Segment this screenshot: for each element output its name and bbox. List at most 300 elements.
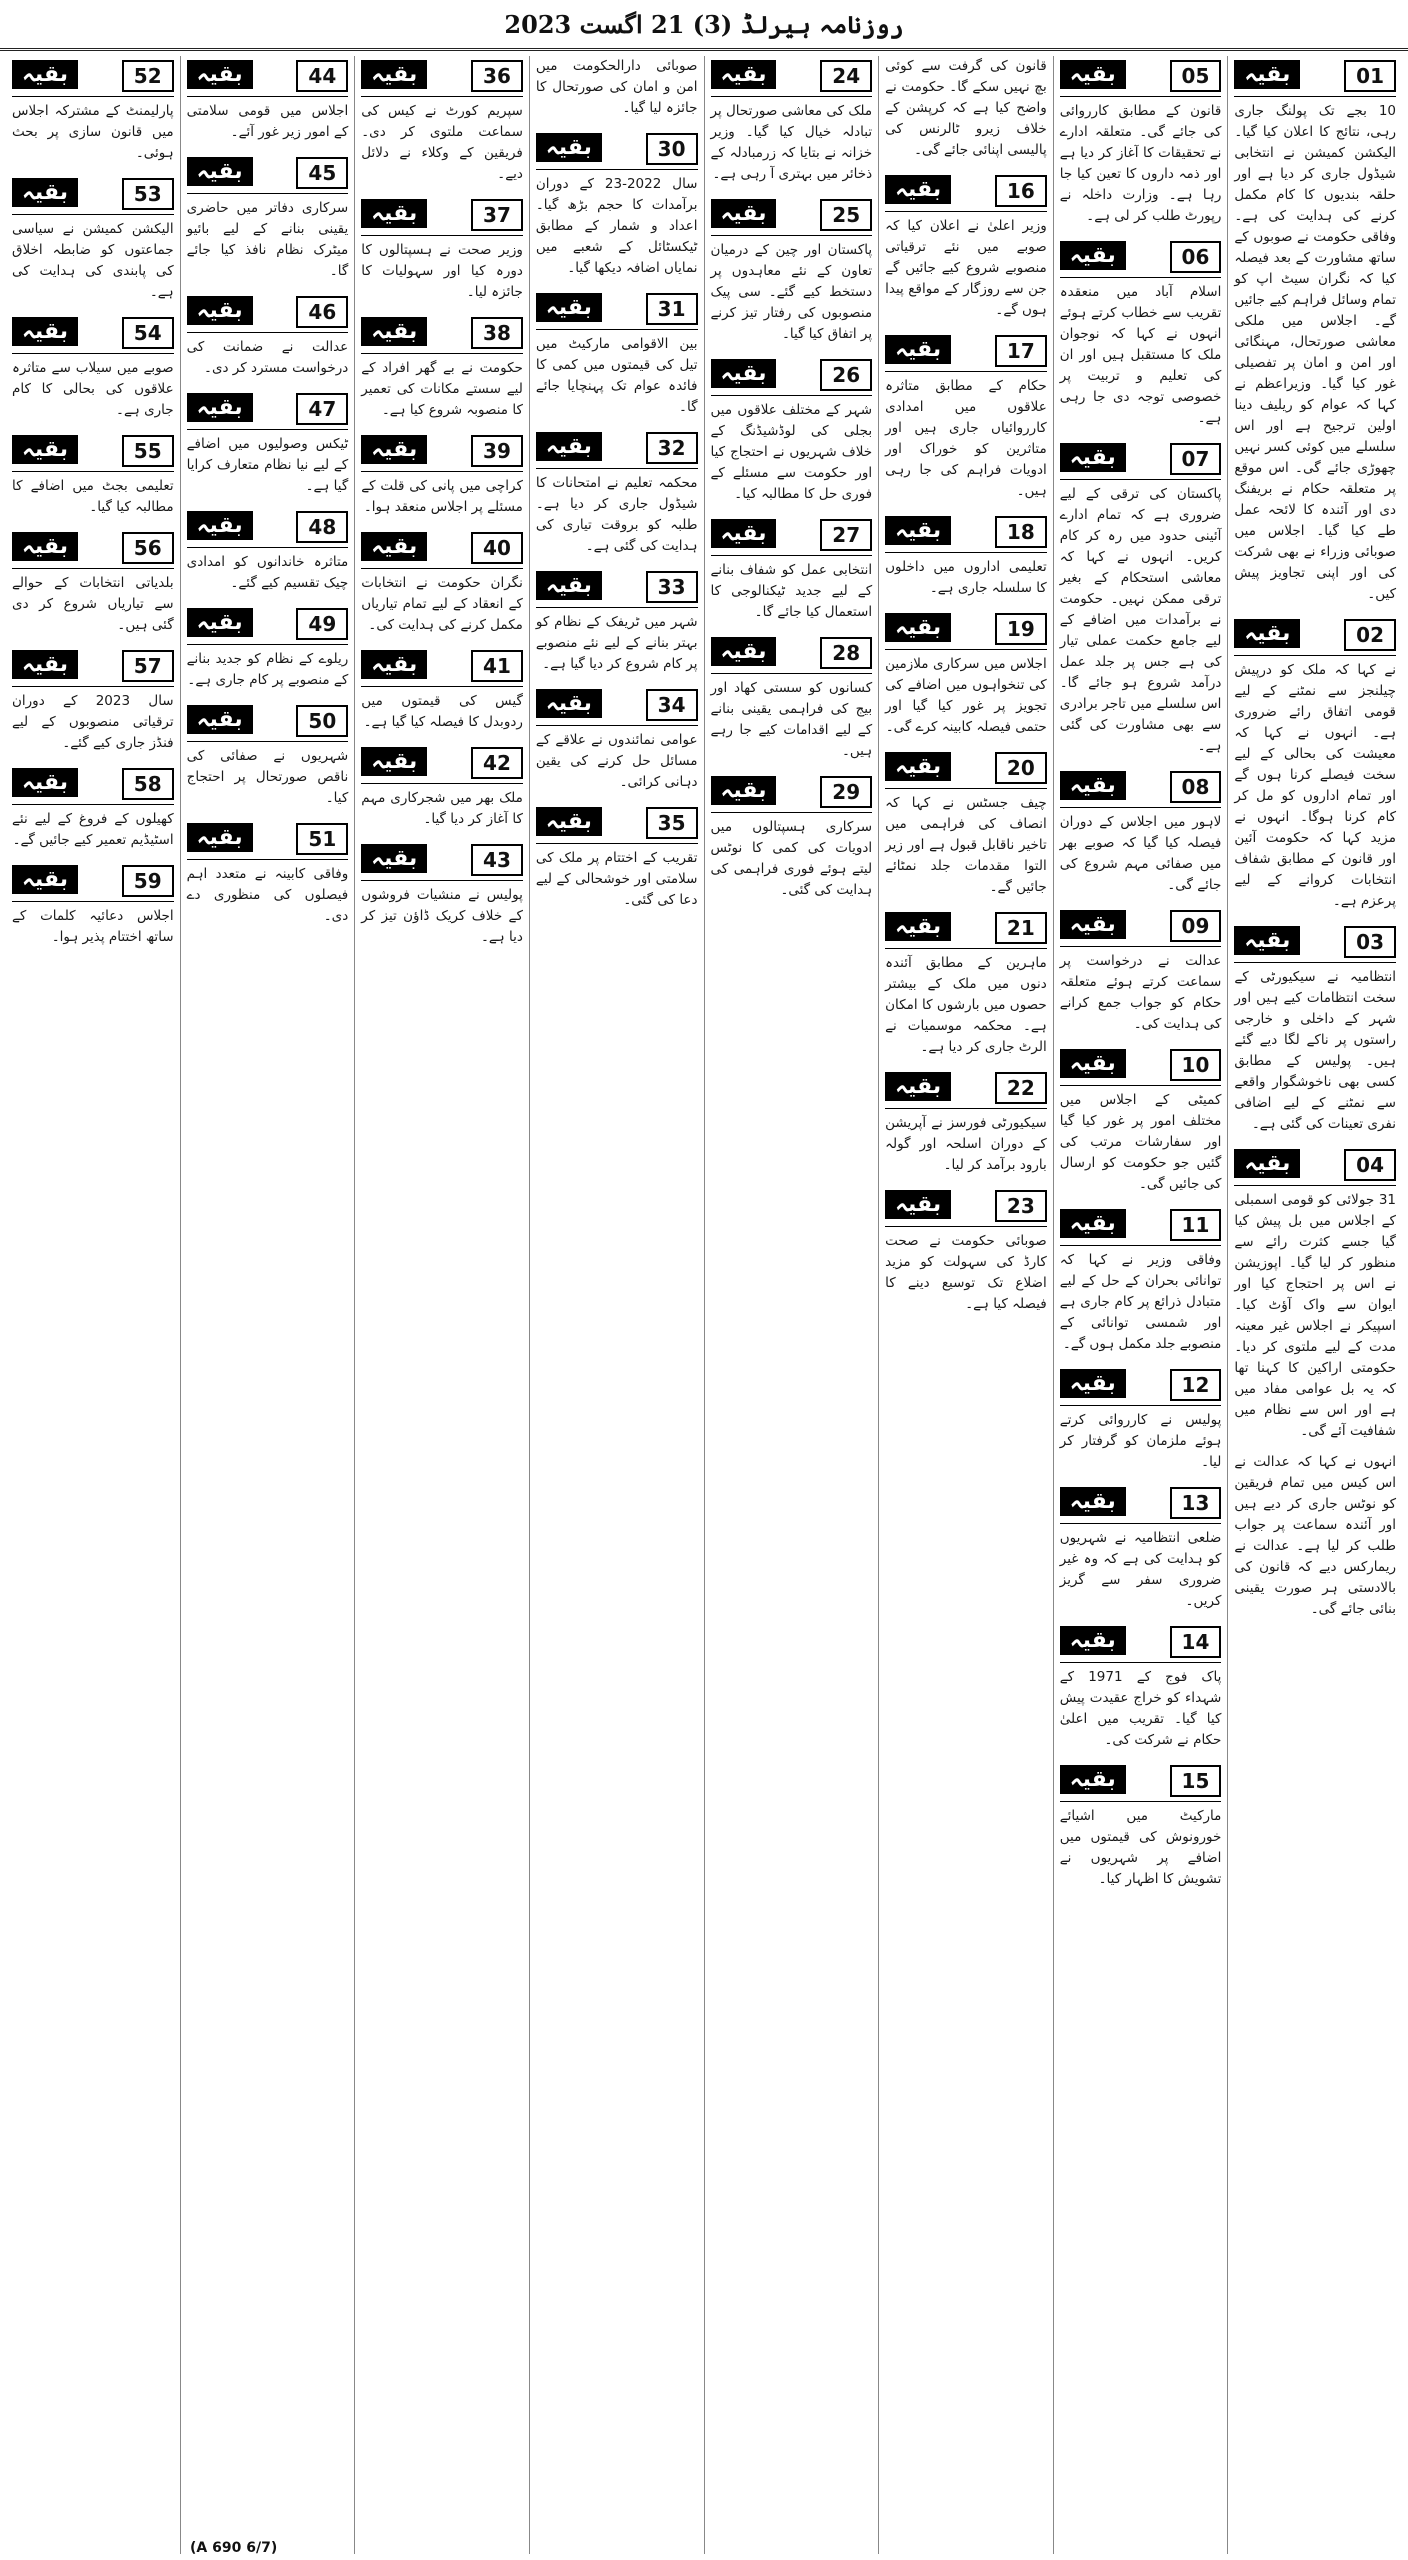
article-block xyxy=(1060,439,1222,757)
article-text: ملک کی معاشی صورتحال پر تبادلہ خیال کیا گیا۔ وزیر خزانہ نے بتایا کہ زرمبادلہ کے ذخائر میں بہتری آ رہی ہے۔ xyxy=(710,103,873,182)
continued-tag: بقیہ xyxy=(885,1072,951,1101)
article-text: عدالت نے ضمانت کی درخواست مسترد کر دی۔ xyxy=(186,339,349,376)
article-header xyxy=(885,512,1047,553)
article-text: صوبائی دارالحکومت میں امن و امان کی صورتحال کا جائزہ لیا گیا۔ xyxy=(535,58,698,116)
article-number: 35 xyxy=(646,807,698,839)
continued-tag: بقیہ xyxy=(361,747,427,776)
article-text: کمیٹی کے اجلاس میں مختلف امور پر غور کیا گیا اور سفارشات مرتب کی گئیں جو حکومت کو ارسال کی جائیں گی۔ xyxy=(1059,1092,1222,1192)
continued-tag: بقیہ xyxy=(1060,1369,1126,1398)
continued-tag: بقیہ xyxy=(536,432,602,461)
article-text: کسانوں کو سستی کھاد اور بیج کی فراہمی یقینی بنانے کے لیے اقدامات کیے جا رہے ہیں۔ xyxy=(710,680,873,759)
article-text: اجلاس میں قومی سلامتی کے امور زیر غور آئے۔ xyxy=(186,103,349,140)
article-header xyxy=(12,174,174,215)
article-block xyxy=(361,840,523,948)
article-number: 59 xyxy=(122,865,174,897)
article-number: 54 xyxy=(122,317,174,349)
article-text: صوبائی حکومت نے صحت کارڈ کی سہولت کو مزید اضلاع تک توسیع دینے کا فیصلہ کیا ہے۔ xyxy=(885,1233,1047,1312)
article-block xyxy=(12,861,174,948)
article-number: 52 xyxy=(122,60,174,92)
article-header xyxy=(711,56,873,97)
continued-tag: بقیہ xyxy=(1060,1209,1126,1238)
continued-tag: بقیہ xyxy=(885,613,951,642)
article-text: چیف جسٹس نے کہا کہ انصاف کی فراہمی میں تاخیر ناقابل قبول ہے اور زیر التوا مقدمات جلد نمٹائے جائیں گے۔ xyxy=(885,795,1047,895)
article-block xyxy=(1060,767,1222,896)
continued-tag: بقیہ xyxy=(1060,771,1126,800)
continued-tag: بقیہ xyxy=(1060,1765,1126,1794)
article-number: 28 xyxy=(820,637,872,669)
article-block xyxy=(536,289,698,418)
article-number: 31 xyxy=(646,293,698,325)
article-text: پولیس نے کارروائی کرتے ہوئے ملزمان کو گرفتار کر لیا۔ xyxy=(1059,1412,1222,1470)
article-text: وزیر اعلیٰ نے اعلان کیا کہ صوبے میں نئے ترقیاتی منصوبے شروع کیے جائیں گے جن سے روزگار کے مواقع پیدا ہوں گے۔ xyxy=(885,218,1047,318)
article-number: 29 xyxy=(820,776,872,808)
continued-tag: بقیہ xyxy=(1060,1049,1126,1078)
column-4 xyxy=(704,56,879,2554)
article-header xyxy=(536,428,698,469)
article-text: قانون کی گرفت سے کوئی بچ نہیں سکے گا۔ حکومت نے واضح کیا ہے کہ کرپشن کے خلاف زیرو ٹالرنس کی پالیسی اپنائی جائے گی۔ xyxy=(885,58,1047,158)
article-number: 55 xyxy=(122,435,174,467)
article-block xyxy=(1060,1365,1222,1473)
article-number: 45 xyxy=(296,157,348,189)
article-header xyxy=(1060,1483,1222,1524)
article-block xyxy=(885,331,1047,502)
article-header xyxy=(536,289,698,330)
article-number: 06 xyxy=(1170,241,1222,273)
article-header xyxy=(536,803,698,844)
article-number: 25 xyxy=(820,199,872,231)
article-text: سال 2023 کے دوران ترقیاتی منصوبوں کے لیے فنڈز جاری کیے گئے۔ xyxy=(12,693,174,751)
article-text: 31 جولائی کو قومی اسمبلی کے اجلاس میں بل پیش کیا گیا جسے کثرت رائے سے منظور کر لیا گیا۔ اپوزیشن نے اس پر احتجاج کیا اور ایوان سے واک آؤٹ کیا۔ اسپیکر نے اجلاس غیر معینہ مدت کے لیے ملتوی کر دیا۔ حکومتی اراکین کا کہنا تھا کہ یہ بل عوامی مفاد میں ہے اور اس سے نظام میں شفافیت آئے گی۔ xyxy=(1234,1192,1396,1439)
article-number: 15 xyxy=(1170,1765,1222,1797)
continued-tag: بقیہ xyxy=(361,199,427,228)
article-header xyxy=(711,195,873,236)
article-text: پولیس نے منشیات فروشوں کے خلاف کریک ڈاؤن تیز کر دیا ہے۔ xyxy=(361,887,523,945)
article-text: بین الاقوامی مارکیٹ میں تیل کی قیمتوں میں کمی کا فائدہ عوام تک پہنچایا جائے گا۔ xyxy=(535,336,698,415)
continued-tag: بقیہ xyxy=(1234,926,1300,955)
article-number: 21 xyxy=(995,912,1047,944)
article-block xyxy=(1060,237,1222,429)
article-text: کراچی میں پانی کی قلت کے مسئلے پر اجلاس منعقد ہوا۔ xyxy=(361,478,523,515)
article-number: 57 xyxy=(122,650,174,682)
continued-tag: بقیہ xyxy=(1060,443,1126,472)
continued-tag: بقیہ xyxy=(361,60,427,89)
article-block xyxy=(187,153,349,282)
continued-tag: بقیہ xyxy=(187,157,253,186)
article-text: عدالت نے درخواست پر سماعت کرتے ہوئے متعلقہ حکام کو جواب جمع کرانے کی ہدایت کی۔ xyxy=(1059,953,1222,1032)
continued-tag: بقیہ xyxy=(1060,241,1126,270)
article-block xyxy=(361,431,523,518)
article-header xyxy=(361,743,523,784)
article-header xyxy=(187,389,349,430)
article-number: 17 xyxy=(995,335,1047,367)
article-number: 43 xyxy=(471,844,523,876)
article-number: 58 xyxy=(122,768,174,800)
article-header xyxy=(12,313,174,354)
article-block xyxy=(187,819,349,927)
article-number: 40 xyxy=(471,532,523,564)
continued-tag: بقیہ xyxy=(187,393,253,422)
article-text: سیکیورٹی فورسز نے آپریشن کے دوران اسلحہ اور گولہ بارود برآمد کر لیا۔ xyxy=(885,1115,1047,1173)
column-2 xyxy=(1053,56,1228,2554)
article-number: 38 xyxy=(471,317,523,349)
continued-tag: بقیہ xyxy=(12,317,78,346)
article-block xyxy=(12,646,174,754)
article-text: اجلاس میں سرکاری ملازمین کی تنخواہوں میں اضافے کی تجویز پر غور کیا گیا اور حتمی فیصلہ کابینہ کرے گی۔ xyxy=(885,656,1047,735)
article-block xyxy=(361,195,523,303)
article-block xyxy=(1060,1761,1222,1890)
article-number: 02 xyxy=(1344,619,1396,651)
article-block xyxy=(885,171,1047,321)
article-number: 32 xyxy=(646,432,698,464)
article-number: 36 xyxy=(471,60,523,92)
article-block xyxy=(12,528,174,636)
article-text: گیس کی قیمتوں میں ردوبدل کا فیصلہ کیا گیا ہے۔ xyxy=(361,693,523,730)
article-block xyxy=(1234,1145,1396,1442)
article-header xyxy=(536,129,698,170)
article-header xyxy=(187,604,349,645)
article-header xyxy=(187,507,349,548)
continued-tag: بقیہ xyxy=(885,516,951,545)
article-text: متاثرہ خاندانوں کو امدادی چیک تقسیم کیے گئے۔ xyxy=(186,554,349,591)
article-block xyxy=(885,56,1047,161)
page-footer: (6/7 A 690) xyxy=(190,2540,278,2556)
article-header xyxy=(187,56,349,97)
article-block xyxy=(361,313,523,421)
continued-tag: بقیہ xyxy=(361,435,427,464)
article-text: شہریوں نے صفائی کی ناقص صورتحال پر احتجاج کیا۔ xyxy=(186,748,349,806)
continued-tag: بقیہ xyxy=(361,650,427,679)
article-header xyxy=(1234,922,1396,963)
article-header xyxy=(361,195,523,236)
continued-tag: بقیہ xyxy=(1060,910,1126,939)
article-block xyxy=(711,515,873,623)
article-text: مارکیٹ میں اشیائے خورونوش کی قیمتوں میں اضافے پر شہریوں نے تشویش کا اظہار کیا۔ xyxy=(1059,1808,1222,1887)
article-header xyxy=(187,153,349,194)
continued-tag: بقیہ xyxy=(885,912,951,941)
column-1 xyxy=(1227,56,1402,2554)
article-text: وفاقی وزیر نے کہا کہ توانائی بحران کے حل کے لیے متبادل ذرائع پر کام جاری ہے اور شمسی توانائی کے منصوبے جلد مکمل ہوں گے۔ xyxy=(1059,1252,1222,1352)
continued-tag: بقیہ xyxy=(1234,60,1300,89)
article-header xyxy=(1060,1365,1222,1406)
article-header xyxy=(1060,906,1222,947)
article-block xyxy=(536,56,698,119)
article-text: قانون کے مطابق کارروائی کی جائے گی۔ متعلقہ ادارے نے تحقیقات کا آغاز کر دیا ہے اور ذمہ داروں کا تعین کیا جا رہا ہے۔ وزارت داخلہ نے رپورٹ طلب کر لی ہے۔ xyxy=(1059,103,1222,224)
article-number: 10 xyxy=(1170,1049,1222,1081)
continued-tag: بقیہ xyxy=(711,199,777,228)
article-block xyxy=(12,56,174,164)
continued-tag: بقیہ xyxy=(711,519,777,548)
continued-tag: بقیہ xyxy=(711,776,777,805)
article-number: 53 xyxy=(122,178,174,210)
article-header xyxy=(1060,767,1222,808)
continued-tag: بقیہ xyxy=(711,60,777,89)
article-header xyxy=(361,840,523,881)
article-number: 23 xyxy=(995,1190,1047,1222)
article-block xyxy=(711,355,873,505)
article-block xyxy=(536,428,698,557)
article-block xyxy=(885,748,1047,898)
article-text: انہوں نے کہا کہ عدالت نے اس کیس میں تمام فریقین کو نوٹس جاری کر دیے ہیں اور آئندہ سماعت پر جواب طلب کر لیا ہے۔ عدالت نے ریمارکس دیے کہ قانون کی بالادستی ہر صورت یقینی بنائی جائے گی۔ xyxy=(1234,1454,1396,1617)
article-block xyxy=(1060,56,1222,227)
article-block xyxy=(536,803,698,911)
article-text: وفاقی کابینہ نے متعدد اہم فیصلوں کی منظوری دے دی۔ xyxy=(186,866,349,924)
article-text: تعلیمی بجٹ میں اضافے کا مطالبہ کیا گیا۔ xyxy=(12,478,174,515)
article-text: محکمہ تعلیم نے امتحانات کا شیڈول جاری کر دیا ہے۔ طلبہ کو بروقت تیاری کی ہدایت کی گئی ہے۔ xyxy=(535,475,698,554)
article-number: 01 xyxy=(1344,60,1396,92)
article-number: 46 xyxy=(296,296,348,328)
continued-tag: بقیہ xyxy=(1234,619,1300,648)
article-number: 50 xyxy=(296,705,348,737)
article-text: نگران حکومت نے انتخابات کے انعقاد کے لیے تمام تیاریاں مکمل کرنے کی ہدایت کی۔ xyxy=(361,575,523,633)
article-header xyxy=(12,646,174,687)
continued-tag: بقیہ xyxy=(361,532,427,561)
article-header xyxy=(12,528,174,569)
masthead: روزنامہ ہیرلڈ (3) 21 اگست 2023 xyxy=(0,0,1408,51)
continued-tag: بقیہ xyxy=(885,175,951,204)
article-header xyxy=(12,431,174,472)
article-text: حکومت نے بے گھر افراد کے لیے سستے مکانات کی تعمیر کا منصوبہ شروع کیا ہے۔ xyxy=(361,360,523,418)
article-text: ضلعی انتظامیہ نے شہریوں کو ہدایت کی ہے کہ وہ غیر ضروری سفر سے گریز کریں۔ xyxy=(1059,1530,1222,1609)
article-number: 20 xyxy=(995,752,1047,784)
article-block xyxy=(12,764,174,851)
column-6 xyxy=(354,56,529,2554)
article-number: 39 xyxy=(471,435,523,467)
article-number: 09 xyxy=(1170,910,1222,942)
continued-tag: بقیہ xyxy=(711,637,777,666)
continued-tag: بقیہ xyxy=(12,435,78,464)
article-block xyxy=(885,1186,1047,1315)
continued-tag: بقیہ xyxy=(536,807,602,836)
article-block xyxy=(711,195,873,345)
continued-tag: بقیہ xyxy=(12,865,78,894)
continued-tag: بقیہ xyxy=(536,571,602,600)
article-block xyxy=(885,512,1047,599)
article-text: بلدیاتی انتخابات کے حوالے سے تیاریاں شروع کر دی گئی ہیں۔ xyxy=(12,575,174,633)
article-number: 07 xyxy=(1170,443,1222,475)
article-text: پاک فوج کے 1971 کے شہداء کو خراج عقیدت پیش کیا گیا۔ تقریب میں اعلیٰ حکام نے شرکت کی۔ xyxy=(1059,1669,1222,1748)
article-block xyxy=(711,56,873,185)
article-block xyxy=(361,528,523,636)
article-text: الیکشن کمیشن نے سیاسی جماعتوں کو ضابطہ اخلاق کی پابندی کی ہدایت کی ہے۔ xyxy=(12,221,174,300)
article-block xyxy=(885,908,1047,1058)
column-5 xyxy=(529,56,704,2554)
article-text: وزیر صحت نے ہسپتالوں کا دورہ کیا اور سہولیات کا جائزہ لیا۔ xyxy=(361,242,523,300)
column-3 xyxy=(878,56,1053,2554)
article-header xyxy=(1234,56,1396,97)
continued-tag: بقیہ xyxy=(12,532,78,561)
article-block xyxy=(1060,1205,1222,1355)
article-block xyxy=(1234,1452,1396,1620)
article-text: ریلوے کے نظام کو جدید بنانے کے منصوبے پر کام جاری ہے۔ xyxy=(186,651,349,688)
continued-tag: بقیہ xyxy=(361,317,427,346)
article-number: 42 xyxy=(471,747,523,779)
article-number: 30 xyxy=(646,133,698,165)
continued-tag: بقیہ xyxy=(187,60,253,89)
column-7 xyxy=(180,56,355,2554)
article-text: ٹیکس وصولیوں میں اضافے کے لیے نیا نظام متعارف کرایا گیا ہے۔ xyxy=(186,436,349,494)
article-number: 04 xyxy=(1344,1149,1396,1181)
article-block xyxy=(536,567,698,675)
article-header xyxy=(187,701,349,742)
continued-tag: بقیہ xyxy=(536,133,602,162)
continued-tag: بقیہ xyxy=(536,689,602,718)
article-text: اسلام آباد میں منعقدہ تقریب سے خطاب کرتے ہوئے انہوں نے کہا کہ نوجوان ملک کا مستقبل ہیں اور ان کی تعلیم و تربیت پر خصوصی توجہ دی جا رہی ہے۔ xyxy=(1059,284,1222,426)
article-header xyxy=(885,331,1047,372)
article-header xyxy=(1234,615,1396,656)
continued-tag: بقیہ xyxy=(1060,1487,1126,1516)
continued-tag: بقیہ xyxy=(361,844,427,873)
article-number: 47 xyxy=(296,393,348,425)
article-text: ماہرین کے مطابق آئندہ دنوں میں ملک کے بیشتر حصوں میں بارشوں کا امکان ہے۔ محکمہ موسمیات نے الرٹ جاری کر دیا ہے۔ xyxy=(885,955,1047,1055)
article-number: 08 xyxy=(1170,771,1222,803)
continued-tag: بقیہ xyxy=(1060,60,1126,89)
article-number: 18 xyxy=(995,516,1047,548)
article-header xyxy=(711,633,873,674)
article-text: تقریب کے اختتام پر ملک کی سلامتی اور خوشحالی کے لیے دعا کی گئی۔ xyxy=(535,850,698,908)
article-text: پاکستان کی ترقی کے لیے ضروری ہے کہ تمام ادارے آئینی حدود میں رہ کر کام کریں۔ انہوں نے کہا کہ معاشی استحکام کے بغیر ترقی ممکن نہیں۔ حکومت نے برآمدات میں اضافے کے لیے جامع حکمت عملی تیار کی ہے جس پر جلد عمل درآمد شروع ہو جائے گا۔ اس سلسلے میں تاجر برادری سے بھی مشاورت کی گئی ہے۔ xyxy=(1059,486,1222,754)
article-header xyxy=(1060,56,1222,97)
article-header xyxy=(536,685,698,726)
article-block xyxy=(187,701,349,809)
article-header xyxy=(885,1186,1047,1227)
article-text: پاکستان اور چین کے درمیان تعاون کے نئے معاہدوں پر دستخط کیے گئے۔ سی پیک منصوبوں کی رفتار تیز کرنے پر اتفاق کیا گیا۔ xyxy=(710,242,873,342)
article-block xyxy=(12,313,174,421)
article-header xyxy=(1234,1145,1396,1186)
article-header xyxy=(361,313,523,354)
article-number: 05 xyxy=(1170,60,1222,92)
article-text: سرکاری ہسپتالوں میں ادویات کی کمی کا نوٹس لیتے ہوئے فوری فراہمی کی ہدایت کی گئی۔ xyxy=(710,819,873,898)
article-block xyxy=(187,56,349,143)
article-number: 13 xyxy=(1170,1487,1222,1519)
article-block xyxy=(536,685,698,793)
continued-tag: بقیہ xyxy=(187,296,253,325)
article-text: انتظامیہ نے سیکیورٹی کے سخت انتظامات کیے ہیں اور شہر کے داخلی و خارجی راستوں پر ناکے لگا دیے گئے ہیں۔ پولیس کے مطابق کسی بھی ناخوشگوار واقعے سے نمٹنے کے لیے اضافی نفری تعینات کی گئی ہے۔ xyxy=(1234,969,1396,1132)
article-header xyxy=(361,56,523,97)
article-block xyxy=(1060,1483,1222,1612)
continued-tag: بقیہ xyxy=(885,752,951,781)
article-block xyxy=(1060,906,1222,1035)
article-header xyxy=(1060,1622,1222,1663)
article-header xyxy=(361,528,523,569)
article-header xyxy=(187,819,349,860)
continued-tag: بقیہ xyxy=(187,608,253,637)
article-number: 19 xyxy=(995,613,1047,645)
article-block xyxy=(361,743,523,830)
article-header xyxy=(885,748,1047,789)
article-text: پارلیمنٹ کے مشترکہ اجلاس میں قانون سازی پر بحث ہوئی۔ xyxy=(12,103,174,161)
article-number: 51 xyxy=(296,823,348,855)
article-block xyxy=(361,646,523,733)
article-block xyxy=(711,633,873,762)
article-header xyxy=(885,1068,1047,1109)
article-number: 49 xyxy=(296,608,348,640)
column-8 xyxy=(6,56,180,2554)
article-text: شہر میں ٹریفک کے نظام کو بہتر بنانے کے لیے نئے منصوبے پر کام شروع کر دیا گیا ہے۔ xyxy=(535,614,698,672)
article-header xyxy=(1060,1205,1222,1246)
article-header xyxy=(711,355,873,396)
article-number: 03 xyxy=(1344,926,1396,958)
continued-tag: بقیہ xyxy=(885,335,951,364)
article-number: 12 xyxy=(1170,1369,1222,1401)
article-header xyxy=(1060,439,1222,480)
article-text: اجلاس دعائیہ کلمات کے ساتھ اختتام پذیر ہوا۔ xyxy=(12,908,174,945)
columns-grid xyxy=(6,56,1402,2554)
article-header xyxy=(12,56,174,97)
article-header xyxy=(187,292,349,333)
article-text: حکام کے مطابق متاثرہ علاقوں میں امدادی کارروائیاں جاری ہیں اور متاثرین کو خوراک اور ادویات فراہم کی جا رہی ہیں۔ xyxy=(885,378,1047,499)
article-text: 10 بجے تک پولنگ جاری رہی، نتائج کا اعلان کیا گیا۔ الیکشن کمیشن نے انتخابی شیڈول جاری کر دیا ہے اور حلقہ بندیوں کا کام مکمل کرنے کی ہدایت کی ہے۔ وفاقی حکومت نے صوبوں کے ساتھ مشاورت کے بعد فیصلہ کیا کہ نگران سیٹ اپ کو تمام وسائل فراہم کیے جائیں گے۔ اجلاس میں ملکی معاشی صورتحال، مہنگائی اور امن و امان پر تفصیلی غور کیا گیا۔ وزیراعظم نے کہا کہ عوام کو ریلیف دینا اولین ترجیح ہے اور اس سلسلے میں کوئی کسر نہیں چھوڑی جائے گی۔ اس موقع پر متعلقہ حکام نے بریفنگ دی اور آئندہ کا لائحہ عمل طے کیا گیا۔ اجلاس میں صوبائی وزراء نے بھی شرکت کی اور اپنی تجاویز پیش کیں۔ xyxy=(1234,103,1396,602)
article-block xyxy=(187,604,349,691)
continued-tag: بقیہ xyxy=(187,705,253,734)
article-text: عوامی نمائندوں نے علاقے کے مسائل حل کرنے کی یقین دہانی کرائی۔ xyxy=(535,732,698,790)
article-header xyxy=(536,567,698,608)
continued-tag: بقیہ xyxy=(536,293,602,322)
article-number: 48 xyxy=(296,511,348,543)
article-block xyxy=(12,431,174,518)
continued-tag: بقیہ xyxy=(885,1190,951,1219)
article-number: 16 xyxy=(995,175,1047,207)
article-header xyxy=(885,609,1047,650)
article-header xyxy=(361,431,523,472)
article-number: 41 xyxy=(471,650,523,682)
article-header xyxy=(361,646,523,687)
article-block xyxy=(711,772,873,901)
article-text: شہر کے مختلف علاقوں میں بجلی کی لوڈشیڈنگ کے خلاف شہریوں نے احتجاج کیا اور حکومت سے مسئلے کے فوری حل کا مطالبہ کیا۔ xyxy=(710,402,873,502)
article-header xyxy=(1060,1761,1222,1802)
continued-tag: بقیہ xyxy=(1234,1149,1300,1178)
article-block xyxy=(885,609,1047,738)
article-block xyxy=(536,129,698,279)
article-block xyxy=(12,174,174,303)
article-header xyxy=(1060,1045,1222,1086)
continued-tag: بقیہ xyxy=(187,823,253,852)
continued-tag: بقیہ xyxy=(711,359,777,388)
continued-tag: بقیہ xyxy=(12,60,78,89)
article-block xyxy=(1234,615,1396,912)
article-number: 11 xyxy=(1170,1209,1222,1241)
article-text: سپریم کورٹ نے کیس کی سماعت ملتوی کر دی۔ فریقین کے وکلاء نے دلائل دیے۔ xyxy=(361,103,523,182)
article-text: تعلیمی اداروں میں داخلوں کا سلسلہ جاری ہے۔ xyxy=(885,559,1047,596)
article-header xyxy=(12,861,174,902)
article-block xyxy=(885,1068,1047,1176)
article-header xyxy=(885,171,1047,212)
article-number: 34 xyxy=(646,689,698,721)
article-number: 26 xyxy=(820,359,872,391)
article-text: لاہور میں اجلاس کے دوران فیصلہ کیا گیا کہ صوبے بھر میں صفائی مہم شروع کی جائے گی۔ xyxy=(1059,814,1222,893)
article-number: 14 xyxy=(1170,1626,1222,1658)
continued-tag: بقیہ xyxy=(187,511,253,540)
article-block xyxy=(187,389,349,497)
article-number: 33 xyxy=(646,571,698,603)
article-text: صوبے میں سیلاب سے متاثرہ علاقوں کی بحالی کا کام جاری ہے۔ xyxy=(12,360,174,418)
article-block xyxy=(361,56,523,185)
article-text: انتخابی عمل کو شفاف بنانے کے لیے جدید ٹیکنالوجی کا استعمال کیا جائے گا۔ xyxy=(710,562,873,620)
continued-tag: بقیہ xyxy=(12,768,78,797)
article-header xyxy=(12,764,174,805)
article-number: 24 xyxy=(820,60,872,92)
article-number: 22 xyxy=(995,1072,1047,1104)
article-text: کھیلوں کے فروغ کے لیے نئے اسٹیڈیم تعمیر کیے جائیں گے۔ xyxy=(12,811,174,848)
article-block xyxy=(1060,1045,1222,1195)
article-header xyxy=(711,772,873,813)
article-text: سال 2022-23 کے دوران برآمدات کا حجم بڑھ گیا۔ اعداد و شمار کے مطابق ٹیکسٹائل کے شعبے میں نمایاں اضافہ دیکھا گیا۔ xyxy=(535,176,698,276)
article-block xyxy=(187,507,349,594)
article-header xyxy=(1060,237,1222,278)
article-header xyxy=(885,908,1047,949)
continued-tag: بقیہ xyxy=(1060,1626,1126,1655)
article-header xyxy=(711,515,873,556)
article-text: نے کہا کہ ملک کو درپیش چیلنجز سے نمٹنے کے لیے قومی اتفاق رائے ضروری ہے۔ انہوں نے کہا کہ معیشت کی بحالی کے لیے سخت فیصلے کرنا ہوں گے اور تمام اداروں کو مل کر کام کرنا ہوگا۔ انہوں نے مزید کہا کہ حکومت آئین اور قانون کے مطابق شفاف انتخابات کروانے کے لیے پرعزم ہے۔ xyxy=(1234,662,1396,909)
